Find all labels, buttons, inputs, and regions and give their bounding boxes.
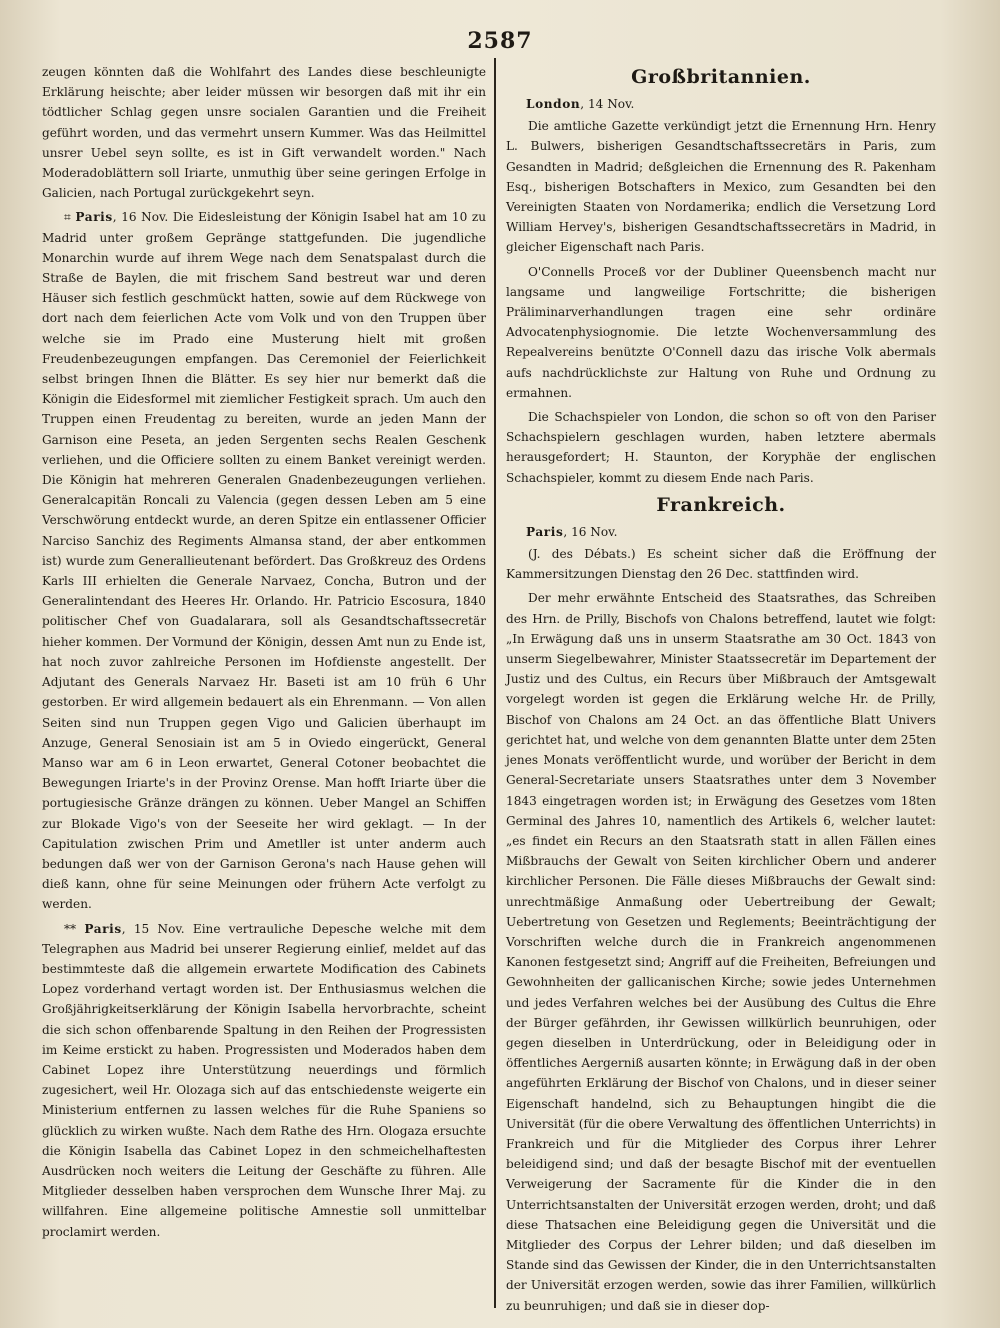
article-paragraph: Die amtliche Gazette verkündigt jetzt die Ernennung Hrn. Henry L. Bulwers, bisherigen Gesandtschaftssecretärs in Paris, zum Gesandten in Madrid; deßgleichen die Ernennung des R. Pakenham Esq., bisherigen Botschafters in Mexico, zum Gesandten bei den Vereinigten Staaten von Nordamerika; endlich die Versetzung Lord William Hervey's, bisherigen Gesandtschaftssecretärs in Madrid, in gleicher Eigenschaft nach Paris. — [506, 119, 936, 255]
article-body: Eine vertrauliche Depesche welche mit dem Telegraphen aus Madrid bei unserer Regierung einlief, meldet auf das bestimmteste daß die allgemein erwartete Modification des Cabinets Lopez vorderhand vertagt worden ist. Der Enthusiasmus welchen die Großjährigkeitserklärung der Königin Isabella hervorbrachte, scheint die sich schon offenbarende Spaltung in den Reihen der Progressisten im Keime erstickt zu haben. Progressisten und Moderados haben dem Cabinet Lopez ihre Unterstützung neuerdings und förmlich zugesichert, weil Hr. Olozaga sich auf das entschiedenste weigerte ein Ministerium entfernen zu lassen welches für die Ruhe Spaniens so glücklich zu wirken wußte. Nach dem Rathe des Hrn. Ologaza ersuchte die Königin Isabella das Cabinet Lopez in den schmeichelhaftesten Ausdrücken noch weiters die Leitung der Geschäfte zu führen. Alle Mitglieder desselben haben versprochen dem Wunsche Ihrer Maj. zu willfahren. Eine allgemeine politische Amnestie soll unmittelbar proclamirt werden. — [42, 921, 486, 1239]
section-title-grossbritannien: Großbritannien. — [631, 66, 811, 88]
left-column — [42, 62, 486, 1246]
dateline-place: Paris — [84, 921, 122, 936]
dateline-date: , 15 Nov. — [121, 921, 185, 936]
article-mark: ⌗ — [64, 210, 76, 225]
dateline-place: Paris — [75, 210, 113, 225]
article-paragraph: Die Schachspieler von London, die schon so oft von den Pariser Schachspielern geschlagen wurden, haben letztere abermals herausgefordert; H. Staunton, der Koryphäe der englischen Schachspieler, kommt zu diesem Ende nach Paris. — [506, 410, 936, 485]
article-mark: ** — [64, 921, 85, 936]
dateline-date: , 14 Nov. — [580, 97, 635, 111]
article-body: Die Eidesleistung der Königin Isabel hat am 10 zu Madrid unter großem Gepränge stattgefunden. Die jugendliche Monarchin wurde auf ihrem Wege nach dem Senatspalast durch die Straße de Baylen, die mit frischem Sand bestreut war und deren Häuser sich festlich geschmückt hatten, sowie auf dem Rückwege von dort nach dem feierlichen Acte vom Volk und von den Truppen über welche sie im Prado eine Musterung hielt mit großen Freudenbezeugungen empfangen. Das Ceremoniel der Feierlichkeit selbst bringen Ihnen die Blätter. Es sey hier nur bemerkt daß die Königin die Eidesformel mit ziemlicher Festigkeit sprach. Um auch den Truppen einen Freudentag zu bereiten, wurde an jeden Mann der Garnison eine Peseta, an jeden Sergenten sechs Realen Geschenk verliehen, und die Officiere sollten zu einem Banket vereinigt werden. Die Königin hat mehreren Generalen Gnadenbezeugungen verliehen. Generalcapitän Roncali zu Valencia (gegen dessen Leben am 5 eine Verschwörung entdeckt wurde, an deren Spitze ein entlassener Officier Narciso Sanchiz des Regiments Almansa stand, der aber entkommen ist) wurde zum Generallieutenant befördert. Das Großkreuz des Ordens Karls III erhielten die Generale Narvaez, Concha, Butron und der Generalintendant des Heeres Hr. Orlando. Hr. Patricio Escosura, 1840 politischer Chef von Guadalarara, soll als Gesandtschaftssecretär hieher kommen. Der Vormund der Königin, dessen Amt nun zu Ende ist, hat noch zuvor zahlreiche Personen im Hofdienste angestellt. Der Adjutant des Generals Narvaez Hr. Baseti ist am 10 früh 6 Uhr gestorben. Er wird allgemein bedauert als ein Ehrenmann. — Von allen Seiten sind nun Truppen gegen Vigo und Galicien überhaupt im Anzuge, General Senosiain ist am 5 in Oviedo eingerückt, General Manso war am 6 in Leon erwartet, General Cotoner beobachtet die Bewegungen Iriarte's in der Provinz Orense. Man hofft Iriarte über die portugiesische Gränze drängen zu können. Ueber Mangel an Schiffen zur Blokade Vigo's von der Seeseite her wird geklagt. — In der Capitulation zwischen Prim und Ametller ist unter anderm auch bedungen daß wer von der Garnison Gerona's nach Hause gehen will dieß kann, ohne für seine Meinungen oder frühern Acte verfolgt zu werden. — [42, 210, 486, 912]
dateline-london — [526, 94, 936, 114]
page-number: 2587 — [467, 28, 533, 54]
dateline-date: , 16 Nov. — [563, 524, 618, 539]
article-paragraph: Der mehr erwähnte Entscheid des Staatsrathes, das Schreiben des Hrn. de Prilly, Bischofs von Chalons betreffend, lautet wie folgt: „In Erwägung daß uns in unserm Staatsrathe am 30 Oct. 1843 von unserm Siegelbewahrer, Minister Staatssecretär im Departement der Justiz und des Cultus, ein Recurs über Mißbrauch der Amtsgewalt vorgelegt worden ist gegen die Erklärung welche Hr. de Prilly, Bischof von Chalons am 24 Oct. an das öffentliche Blatt Univers gerichtet hat, und welche von dem genannten Blatte unter dem 25ten jenes Monats veröffentlicht wurde, und worüber der Bericht in dem General-Secretariate unsers Staatsrathes unter dem 3 November 1843 eingetragen worden ist; in Erwägung des Gesetzes vom 18ten Germinal des Jahres 10, namentlich des Artikels 6, welcher lautet: „es findet ein Recurs an den Staatsrath statt in allen Fällen eines Mißbrauchs der Gewalt von Seiten kirchlicher Obern und anderer kirchlicher Personen. Die Fälle dieses Mißbrauchs der Gewalt sind: unrechtmäßige Anmaßung oder Uebertreibung der Gewalt; Uebertretung von Gesetzen und Reglements; Beeinträchtigung der Vorschriften welche durch die in Frankreich angenommenen Kanonen festgesetzt sind; Angriff auf die Freiheiten, Befreiungen und Gewohnheiten der gallicanischen Kirche; sowie jedes Unternehmen und jedes Verfahren welches bei der Ausübung des Cultus die Ehre der Bürger gefährden, ihr Gewissen willkürlich beunruhigen, oder gegen dieselben in Unterdrückung, oder in Beleidigung oder in öffentliches Aergerniß ausarten könnte; in Erwägung daß in der oben angeführten Erklärung der Bischof von Chalons, und in dieser seiner Eigenschaft handelnd, sich zu Behauptungen hingibt die die Universität (für die obere Verwaltung des öffentlichen Unterrichts) in Frankreich und für die Mitglieder des Corpus ihrer Lehrer beleidigend sind; und daß der besagte Bischof mit der eventuellen Verweigerung der Sacramente für die Kinder die in den Unterrichtsanstalten der Universität erzogen werden, droht; und daß diese Thatsachen eine Beleidigung gegen die Universität und die Mitglieder des Corpus der Lehrer bilden; und daß dieselben im Stande sind das Gewissen der Kinder, die in den Unterrichtsanstalten der Universität erzogen werden, sowie das ihrer Familien, willkürlich zu beunruhigen; und daß sie in dieser dop- — [506, 591, 936, 1313]
dateline-paris — [526, 522, 936, 542]
article-paris-16-nov — [42, 207, 486, 914]
article-paragraph: (J. des Débats.) Es scheint sicher daß die Eröffnung der Kammersitzungen Dienstag den 26 Dec. stattfinden wird. — [506, 547, 936, 582]
dateline-date: , 16 Nov. — [112, 210, 169, 225]
section-title-frankreich: Frankreich. — [656, 493, 786, 516]
right-column — [506, 62, 936, 1320]
article-paragraph: O'Connells Proceß vor der Dubliner Queensbench macht nur langsame und langweilige Fortschritte; die bisherigen Präliminarverhandlungen tragen eine sehr ordinäre Advocatenphysiognomie. Die letzte Wochenversammlung des Repealvereins benützte O'Connell dazu das irische Volk abermals aufs nachdrücklichste zur Haltung von Ruhe und Ordnung zu ermahnen. — [506, 264, 936, 400]
article-paris-15-nov — [42, 919, 486, 1242]
dateline-place: London — [526, 97, 581, 111]
dateline-place: Paris — [526, 524, 564, 539]
column-divider — [494, 58, 496, 1308]
article-continuation: zeugen könnten daß die Wohlfahrt des Landes diese beschleunigte Erklärung heischte; aber leider müssen wir besorgen daß mit ihr ein tödtlicher Schlag gegen unsre socialen Garantien und die Freiheit geführt worden, und das vermehrt unsern Kummer. Was das Heilmittel unsrer Uebel seyn sollte, es ist in Gift verwandelt worden." Nach Moderadoblättern soll Iriarte, unmuthig über seine geringen Erfolge in Galicien, nach Portugal zurückgekehrt seyn. — [42, 65, 486, 201]
